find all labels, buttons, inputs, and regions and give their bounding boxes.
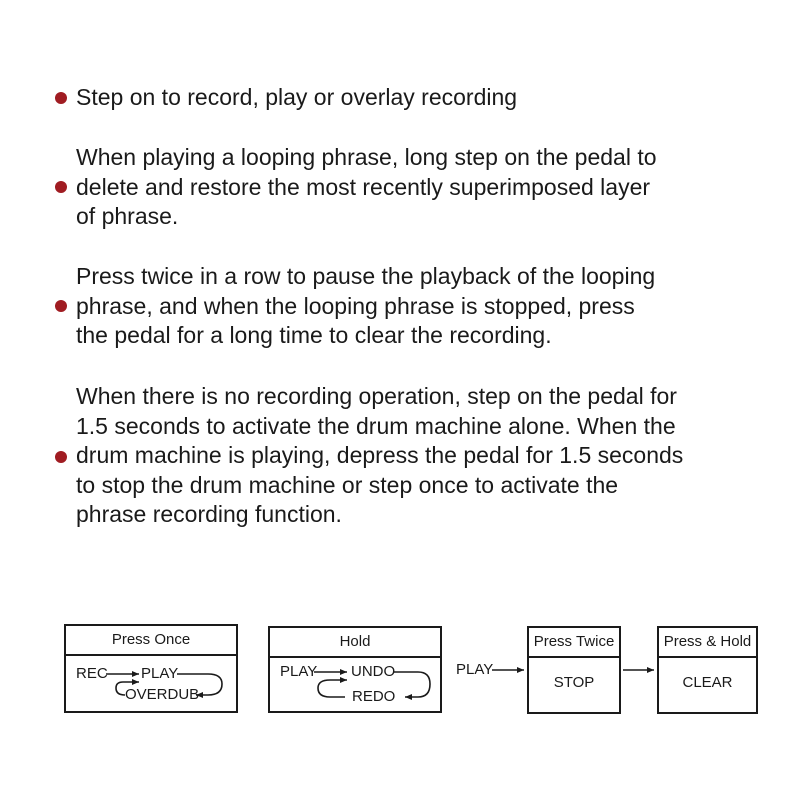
bullet-2-line-1: When playing a looping phrase, long step on the pedal to — [76, 144, 657, 170]
bullet-4-line-3: drum machine is playing, depress the pedal for 1.5 seconds — [76, 442, 684, 468]
press-twice-title: Press Twice — [529, 628, 619, 658]
bullet-dot-2 — [55, 181, 67, 193]
bullet-2-line-3: of phrase. — [76, 203, 179, 229]
undo-label: UNDO — [351, 663, 396, 680]
diagram-connectors — [0, 600, 800, 730]
bullet-4-line-1: When there is no recording operation, step on the pedal for — [76, 383, 677, 409]
bullet-3-line-2: phrase, and when the looping phrase is stopped, press — [76, 292, 635, 319]
clear-label: CLEAR — [682, 674, 733, 691]
redo-label: REDO — [352, 688, 396, 705]
overdub-label: OVERDUB — [125, 686, 200, 703]
bullet-4-line-4: to stop the drum machine or step once to activate the — [76, 471, 619, 498]
bullet-1-line-1: Step on to record, play or overlay recording — [76, 84, 518, 110]
bullet-3-line-1: Press twice in a row to pause the playback of the looping — [76, 263, 656, 289]
pedal-function-diagram — [0, 600, 800, 730]
undo-redo-loop — [393, 672, 430, 697]
bullet-item-1 — [76, 83, 776, 113]
rec-label: REC — [76, 665, 108, 682]
bullet-item-3 — [76, 262, 776, 351]
bullet-2-line-2: delete and restore the most recently superimposed layer — [76, 173, 651, 200]
bullet-dot-1 — [55, 92, 67, 104]
bullet-3-line-3: the pedal for a long time to clear the recording. — [76, 322, 552, 348]
hold-title: Hold — [270, 628, 440, 658]
play-label-hold: PLAY — [280, 663, 318, 680]
bullet-4-line-5: phrase recording function. — [76, 501, 342, 527]
press-hold-title: Press & Hold — [659, 628, 756, 658]
play-label-press-once: PLAY — [141, 665, 179, 682]
stop-label: STOP — [553, 674, 595, 691]
play-label-standalone: PLAY — [456, 661, 494, 678]
bullet-item-2 — [76, 143, 776, 232]
bullet-dot-3 — [55, 300, 67, 312]
redo-return-loop — [318, 680, 347, 697]
press-once-title: Press Once — [66, 626, 236, 656]
bullet-4-line-2: 1.5 seconds to activate the drum machine alone. When the — [76, 412, 676, 439]
bullet-dot-4 — [55, 451, 67, 463]
bullet-item-4 — [76, 382, 776, 530]
